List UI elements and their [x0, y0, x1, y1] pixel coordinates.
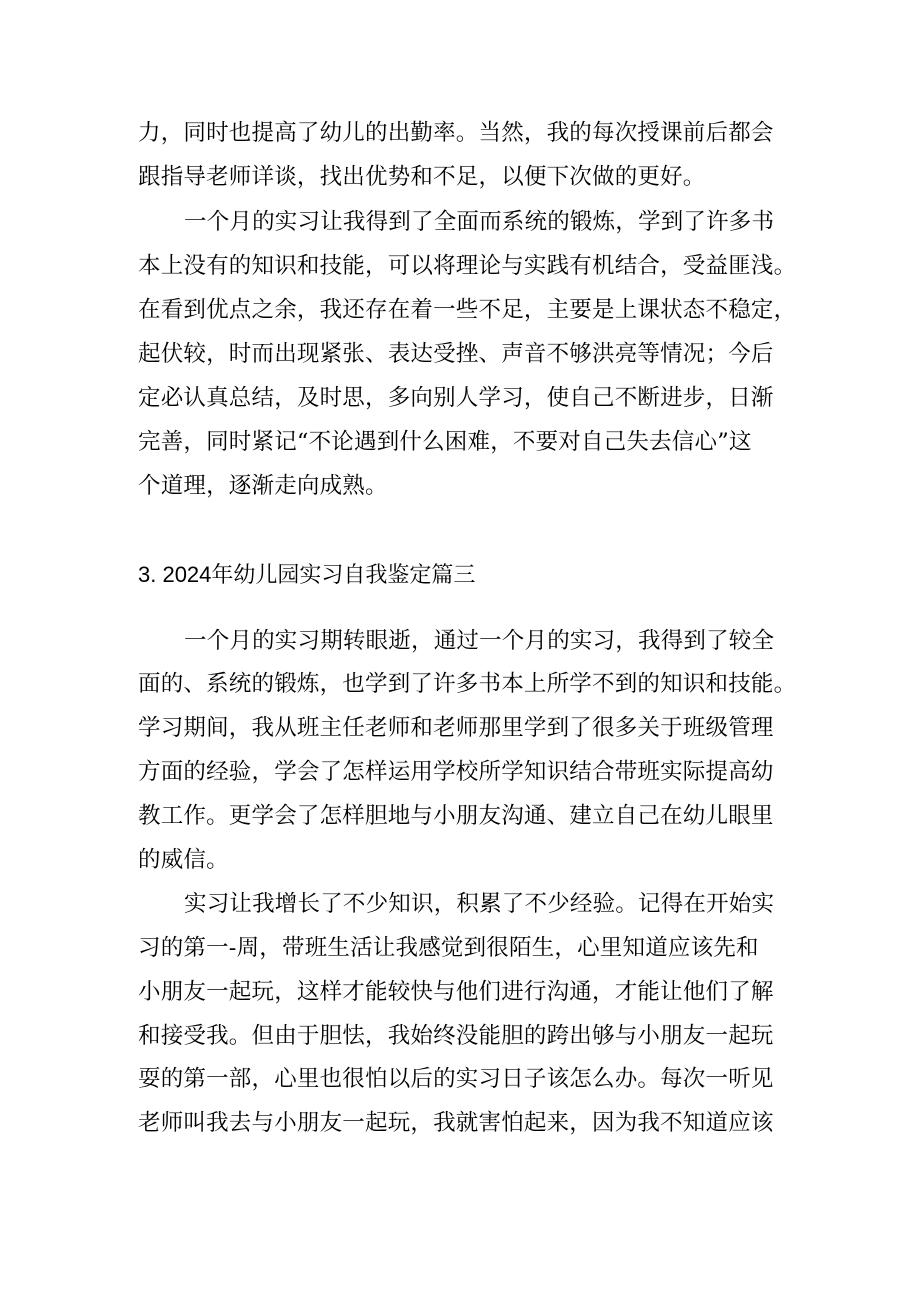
paragraph-4-line-6: 老师叫我去与小朋友一起玩，我就害怕起来，因为我不知道应该 — [138, 1110, 774, 1136]
paragraph-2-line-7: 个道理，逐渐走向成熟。 — [138, 473, 388, 499]
paragraph-3-line-3: 学习期间，我从班主任老师和老师那里学到了很多关于班级管理 — [138, 715, 774, 741]
paragraph-1-line-1: 力，同时也提高了幼儿的出勤率。当然，我的每次授课前后都会 — [138, 120, 774, 146]
section-heading: 3. 2024年幼儿园实习自我鉴定篇三 — [138, 562, 476, 587]
paragraph-2-line-5: 定必认真总结，及时思，多向别人学习，使自己不断进步，日渐 — [138, 385, 774, 411]
paragraph-4-line-4: 和接受我。但由于胆怯，我始终没能胆的跨出够与小朋友一起玩 — [138, 1023, 774, 1049]
paragraph-2-line-2: 本上没有的知识和技能，可以将理论与实践有机结合，受益匪浅。 — [138, 253, 797, 279]
paragraph-4-line-2: 习的第一-周，带班生活让我感觉到很陌生，心里知道应该先和 — [138, 935, 759, 961]
paragraph-3-line-4: 方面的经验，学会了怎样运用学校所学知识结合带班实际提高幼 — [138, 759, 774, 785]
paragraph-4-line-3: 小朋友一起玩，这样才能较快与他们进行沟通，才能让他们了解 — [138, 979, 774, 1005]
paragraph-2-line-3: 在看到优点之余，我还存在着一些不足，主要是上课状态不稳定， — [138, 297, 797, 323]
paragraph-3-line-1: 一个月的实习期转眼逝，通过一个月的实习，我得到了较全 — [184, 628, 775, 654]
paragraph-3-line-6: 的威信。 — [138, 847, 229, 873]
paragraph-2-line-1: 一个月的实习让我得到了全面而系统的锻炼，学到了许多书 — [184, 209, 775, 235]
paragraph-2-line-4: 起伏较，时而出现紧张、表达受挫、声音不够洪亮等情况；今后 — [138, 341, 774, 367]
paragraph-1-line-2: 跟指导老师详谈，找出优势和不足，以便下次做的更好。 — [138, 164, 706, 190]
paragraph-3-line-5: 教工作。更学会了怎样胆地与小朋友沟通、建立自己在幼儿眼里 — [138, 803, 774, 829]
paragraph-2-line-6: 完善，同时紧记“不论遇到什么困难，不要对自己失去信心”这 — [138, 429, 752, 455]
paragraph-4-line-1: 实习让我增长了不少知识，积累了不少经验。记得在开始实 — [184, 891, 775, 917]
paragraph-4-line-5: 耍的第一部，心里也很怕以后的实习日子该怎么办。每次一听见 — [138, 1066, 774, 1092]
paragraph-3-line-2: 面的、系统的锻炼，也学到了许多书本上所学不到的知识和技能。 — [138, 671, 797, 697]
